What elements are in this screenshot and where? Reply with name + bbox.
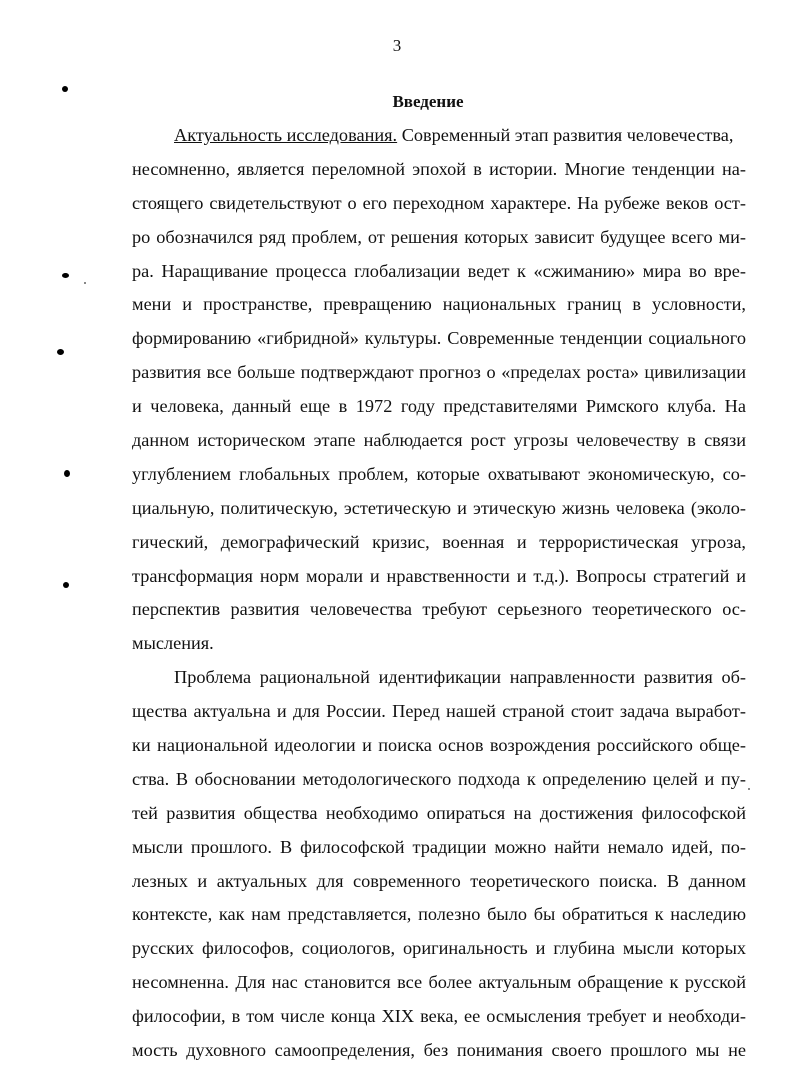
text-line: тей развития общества необходимо опираться на достижения философской [132,802,746,823]
text-line: философии, в том числе конца XIX века, ее осмысления требует и необходи- [132,1006,746,1027]
page-number: 3 [392,36,402,55]
text-line: и человека, данный еще в 1972 году представителями Римского клуба. На [132,396,746,417]
text-line: русских философов, социологов, оригинальность и глубина мысли которых [132,938,746,959]
relevance-lead: Актуальность исследования. [174,125,398,145]
text-line: Проблема рациональной идентификации направленности развития об- [174,667,746,688]
text-line: лезных и актуальных для современного теоретического поиска. В данном [132,870,746,891]
text-line: перспектив развития человечества требуют серьезного теоретического ос- [132,599,746,620]
text-line: циальную, политическую, эстетическую и этическую жизнь человека (эколо- [132,497,746,518]
text-line: углублением глобальных проблем, которые охватывают экономическую, со- [132,463,746,484]
paragraph-relevance [132,119,746,661]
text-line: развития все больше подтверждают прогноз о «пределах роста» цивилизации [132,362,746,383]
text-line: Актуальность исследования. Современный этап развития человечества, [174,125,734,145]
text-line: ро обозначился ряд проблем, от решения которых зависит будущее всего ми- [132,226,746,247]
scan-mark [62,273,69,278]
body-text [132,119,746,1068]
text-line: мость духовного самоопределения, без понимания своего прошлого мы не [132,1040,746,1061]
text-line: данном историческом этапе наблюдается рост угрозы человечеству в связи [132,430,746,451]
scan-mark [63,582,69,588]
text-line: ки национальной идеологии и поиска основ возрождения российского обще- [132,735,746,756]
scan-mark [62,86,68,92]
text-line: гический, демографический кризис, военная и террористическая угроза, [132,531,746,552]
text-line: мысления. [132,633,214,654]
text-line: мени и пространстве, превращению национальных границ в условности, [132,294,746,315]
text-line: несомненна. Для нас становится все более актуальным обращение к русской [132,972,746,993]
text-line: стоящего свидетельствуют о его переходном характере. На рубеже веков ост- [132,192,746,213]
text-line: ра. Наращивание процесса глобализации ведет к «сжиманию» мира во вре- [132,260,746,281]
text-line: щества актуальна и для России. Перед нашей страной стоит задача выработ- [132,701,746,722]
paragraph-russia [132,661,746,1068]
scan-mark [64,470,70,477]
text-line: трансформация норм морали и нравственности и т.д.). Вопросы стратегий и [132,565,746,586]
text-line: контексте, как нам представляется, полезно было бы обратиться к наследию [132,904,746,925]
scan-speck [748,788,750,790]
text-line: ства. В обосновании методологического подхода к определению целей и пу- [132,768,746,789]
text-line: формированию «гибридной» культуры. Современные тенденции социального [132,328,746,349]
scan-mark [57,349,64,355]
text-line: несомненно, является переломной эпохой в истории. Многие тенденции на- [132,158,746,179]
scan-speck [84,282,86,284]
text-line: мысли прошлого. В философской традиции можно найти немало идей, по- [132,836,746,857]
section-heading: Введение [392,92,464,111]
